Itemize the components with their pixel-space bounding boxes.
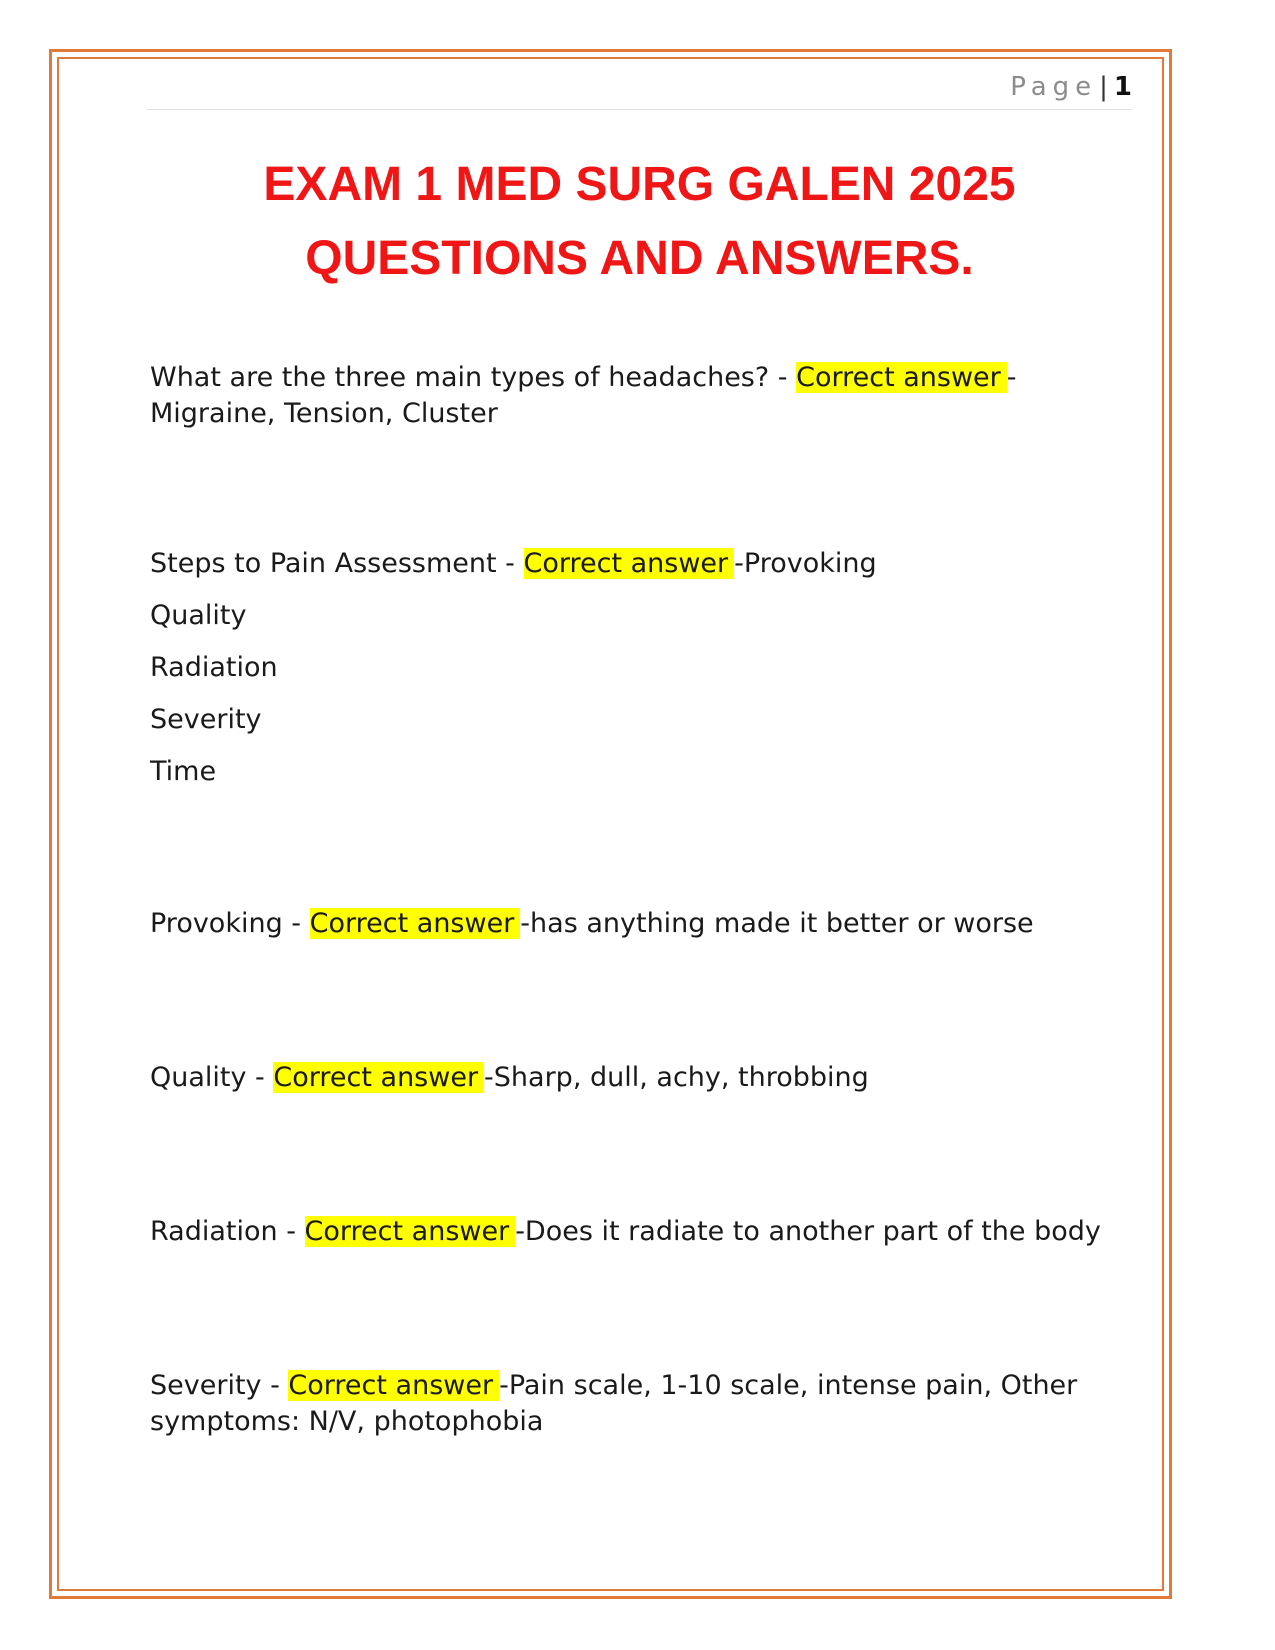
qa-item-pain-assessment xyxy=(150,546,1110,582)
page-label: Page xyxy=(1010,72,1098,102)
title-line-2: QUESTIONS AND ANSWERS. xyxy=(305,232,974,285)
list-item: Severity xyxy=(150,704,262,735)
answer: -Migraine, Tension, Cluster xyxy=(150,362,1017,429)
qa-list xyxy=(150,360,1110,1440)
page-header xyxy=(147,70,1132,110)
correct-answer-label: Correct answer xyxy=(524,548,735,579)
qa-item-quality xyxy=(150,1060,1110,1096)
correct-answer-label: Correct answer xyxy=(796,362,1007,393)
question: What are the three main types of headaches? - xyxy=(150,362,797,393)
page-number: 1 xyxy=(1113,72,1132,102)
answer: -Does it radiate to another part of the body xyxy=(515,1216,1101,1247)
correct-answer-label: Correct answer xyxy=(288,1370,499,1401)
page-separator: | xyxy=(1099,72,1108,102)
question: Quality - xyxy=(150,1062,274,1093)
qa-item-radiation xyxy=(150,1214,1110,1250)
correct-answer-label: Correct answer xyxy=(305,1216,516,1247)
document-title xyxy=(147,148,1132,296)
correct-answer-label: Correct answer xyxy=(310,908,521,939)
qa-item-headache-types xyxy=(150,360,1110,432)
list-item: Radiation xyxy=(150,652,278,683)
question: Steps to Pain Assessment - xyxy=(150,548,524,579)
question: Severity - xyxy=(150,1370,289,1401)
list-item: Quality xyxy=(150,600,247,631)
question: Radiation - xyxy=(150,1216,305,1247)
answer: -has anything made it better or worse xyxy=(520,908,1034,939)
answer: -Sharp, dull, achy, throbbing xyxy=(484,1062,869,1093)
answer: -Pain scale, 1-10 scale, intense pain, Other symptoms: N/V, photophobia xyxy=(150,1370,1078,1437)
title-line-1: EXAM 1 MED SURG GALEN 2025 xyxy=(263,158,1016,211)
qa-item-provoking xyxy=(150,906,1110,942)
answer: -Provoking xyxy=(734,548,877,579)
correct-answer-label: Correct answer xyxy=(273,1062,484,1093)
qa-item-severity xyxy=(150,1368,1110,1440)
list-item: Time xyxy=(150,756,217,787)
question: Provoking - xyxy=(150,908,310,939)
